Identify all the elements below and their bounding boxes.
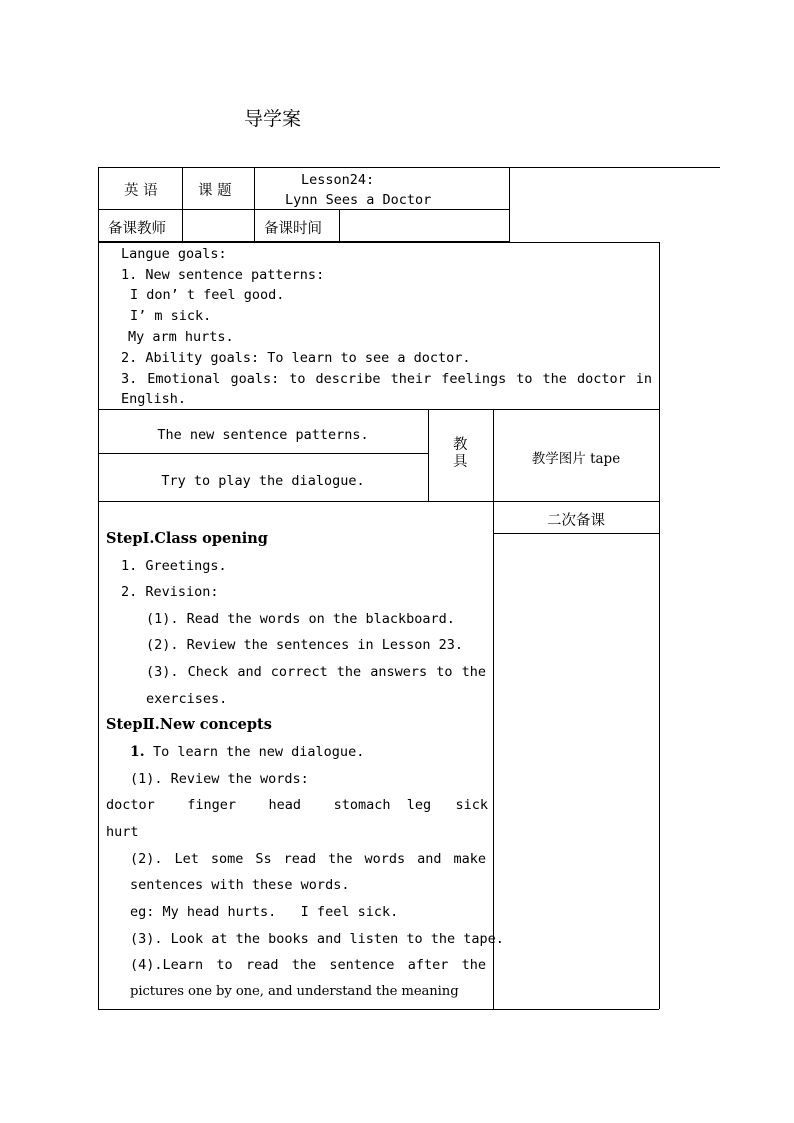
step1-item: 2. Revision: <box>121 584 219 600</box>
lesson-title: Lynn Sees a Doctor <box>285 192 432 208</box>
step2-word-list: doctor finger head stomach leg sick <box>106 797 489 813</box>
goals-line-ability: 2. Ability goals: To learn to see a doctor. <box>121 350 471 366</box>
aids-label: 教具 <box>453 437 468 470</box>
step2-item: (3). Look at the books and listen to the tape. <box>130 931 504 947</box>
step2-item: pictures one by one, and understand the meaning <box>130 984 459 999</box>
key-point-cell: The new sentence patterns. <box>157 427 369 443</box>
step2-item: (2). Let some Ss read the words and make <box>130 851 486 867</box>
goals-line-emotional-cont: English. <box>121 391 187 407</box>
side-notes-header: 二次备课 <box>547 513 605 529</box>
goals-line-sentence-3: My arm hurts. <box>128 329 234 345</box>
step1-item: exercises. <box>146 691 228 707</box>
step1-title: StepⅠ.Class opening <box>106 530 268 547</box>
step2-item: hurt <box>106 824 139 840</box>
step1-item: 1. Greetings. <box>121 558 227 574</box>
lesson-number: Lesson24: <box>301 172 375 188</box>
step2-sub-number: 1. <box>130 744 145 760</box>
page-title: 导学案 <box>244 108 302 130</box>
time-label: 备课时间 <box>264 221 322 237</box>
step1-item: (3). Check and correct the answers to the <box>146 664 486 680</box>
step2-item: (1). Review the words: <box>130 771 309 787</box>
goals-line-langue: Langue goals: <box>121 246 227 262</box>
topic-label: 课 题 <box>198 183 232 199</box>
goals-line-patterns: 1. New sentence patterns: <box>121 267 325 283</box>
step2-title: StepⅡ.New concepts <box>106 716 272 733</box>
difficult-point-cell: Try to play the dialogue. <box>161 473 365 489</box>
goals-line-emotional: 3. Emotional goals: to describe their feelings to the doctor in <box>121 371 652 387</box>
step2-example: eg: My head hurts. I feel sick. <box>130 904 399 920</box>
goals-line-sentence-2: I’ m sick. <box>130 308 212 324</box>
step2-sub-text: To learn the new dialogue. <box>153 744 365 760</box>
step1-item: (2). Review the sentences in Lesson 23. <box>146 637 463 653</box>
goals-line-sentence-1: I don’ t feel good. <box>130 287 285 303</box>
aids-value: 教学图片 tape <box>531 451 621 467</box>
step2-item: sentences with these words. <box>130 877 350 893</box>
subject-cell: 英 语 <box>124 183 158 199</box>
step1-item: (1). Read the words on the blackboard. <box>146 611 455 627</box>
step2-item: (4).Learn to read the sentence after the <box>130 957 486 973</box>
teacher-label: 备课教师 <box>108 221 166 237</box>
